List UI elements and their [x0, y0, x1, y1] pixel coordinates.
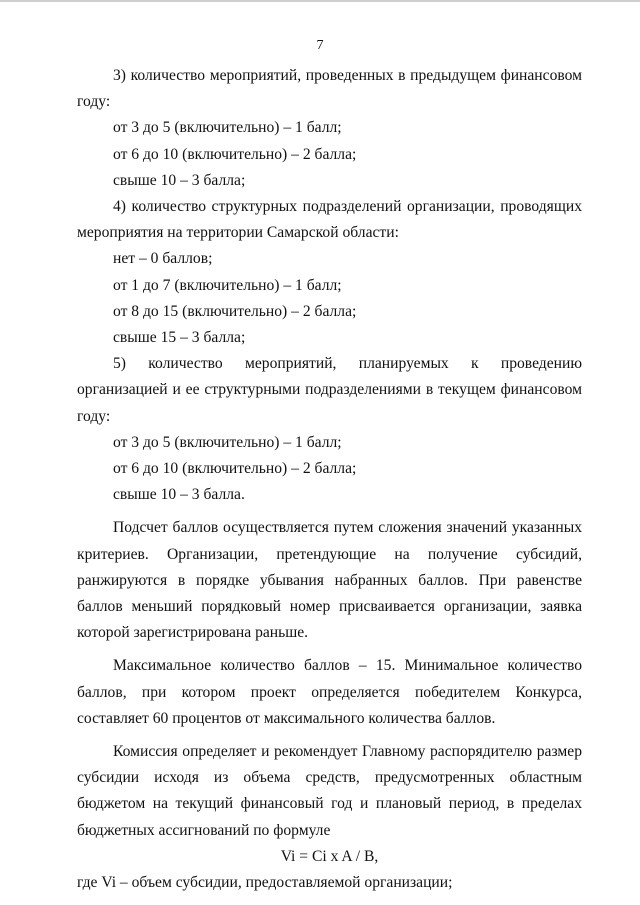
paragraph-maximum-score: Максимальное количество баллов – 15. Минимальное количество баллов, при котором проект определяется победителем Конкурса, составляет 60 процентов от максимального количества баллов. [77, 657, 582, 727]
formula-definition-vi: где Vi – объем субсидии, предоставляемой организации; [77, 874, 453, 892]
paragraph-commission: Комиссия определяет и рекомендует Главному распорядителю размер субсидии исходя из объема средств, предусмотренных областным бюджетом на текущий финансовый год и плановый период, в пределах бюджетных ассигнований по формуле [77, 743, 582, 839]
criterion-4-item-2: от 1 до 7 (включительно) – 1 балл; [113, 276, 342, 294]
criterion-5-item-1: от 3 до 5 (включительно) – 1 балл; [113, 433, 342, 451]
criterion-4-item-3: от 8 до 15 (включительно) – 2 балла; [113, 302, 357, 320]
criterion-4-item-1: нет – 0 баллов; [113, 250, 213, 268]
paragraph-scoring: Подсчет баллов осуществляется путем сложения значений указанных критериев. Организации, претендующие на получение субсидий, ранжируются в порядке убывания набранных баллов. При равенстве баллов меньший порядковый номер присваивается организации, заявка которой зарегистрирована раньше. [77, 519, 582, 642]
criterion-4-heading: 4) количество структурных подразделений организации, проводящих мероприятия на территории Самарской области: [77, 198, 582, 242]
paragraph-gap [77, 646, 582, 653]
criterion-3-heading: 3) количество мероприятий, проведенных в предыдущем финансовом году: [77, 67, 582, 111]
paragraph-gap [77, 732, 582, 739]
top-edge-rule [0, 0, 640, 2]
document-body [77, 63, 582, 896]
criterion-3-item-2: от 6 до 10 (включительно) – 2 балла; [113, 145, 357, 163]
criterion-3-item-1: от 3 до 5 (включительно) – 1 балл; [113, 119, 342, 137]
page-number: 7 [316, 38, 324, 53]
criterion-5-item-2: от 6 до 10 (включительно) – 2 балла; [113, 460, 357, 478]
subsidy-formula: Vi = Ci x A / B, [280, 847, 379, 865]
criterion-5-heading: 5) количество мероприятий, планируемых к проведению организацией и ее структурными подразделениями в текущем финансовом году: [77, 355, 582, 425]
criterion-4-item-4: свыше 15 – 3 балла; [113, 329, 246, 347]
paragraph-gap [77, 508, 582, 515]
criterion-5-item-3: свыше 10 – 3 балла. [113, 486, 245, 504]
criterion-3-item-3: свыше 10 – 3 балла; [113, 171, 246, 189]
